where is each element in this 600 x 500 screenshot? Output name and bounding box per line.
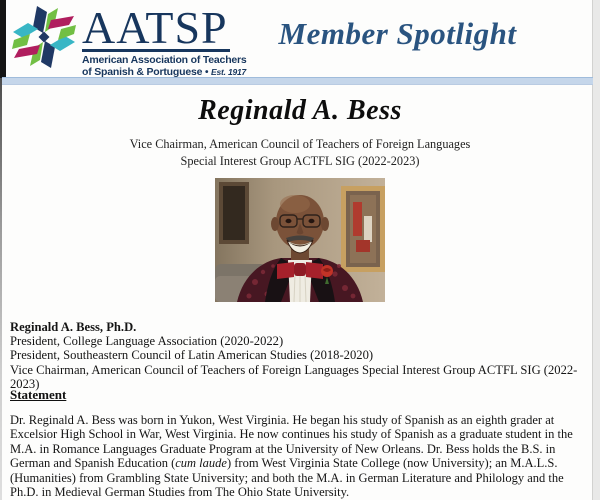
tagline-line1: American Association of Teachers <box>82 54 247 66</box>
tagline-line2: of Spanish & Portuguese • Est. 1917 <box>82 65 247 78</box>
member-portrait-photo <box>215 178 385 302</box>
member-subtitle-line1: Vice Chairman, American Council of Teachers of Foreign Languages <box>129 137 471 151</box>
member-subtitle-line2: Special Interest Group ACTFL SIG (2022-2023) <box>180 154 420 168</box>
tagline-bullet: • <box>204 66 209 78</box>
page-title: Member Spotlight <box>278 16 517 51</box>
statement-text-italic: cum laude <box>175 456 227 471</box>
header-divider-bar <box>2 77 593 85</box>
aatsp-pinwheel-logo-icon <box>12 5 76 74</box>
aatsp-acronym: AATSP <box>82 2 228 53</box>
statement-paragraph <box>10 413 592 499</box>
bio-role-line: President, Southeastern Council of Latin American Studies (2018-2020) <box>10 348 374 363</box>
statement-text-part2: ) from West Virginia State College (now University); an M.A.L.S. (Humanities) from Grambling State University; and both the M.A. in German Literature and Philology and the Ph.D. in Medieval German Studies from The Ohio State University. <box>10 456 564 500</box>
scan-edge-corner <box>0 0 6 78</box>
aatsp-tagline <box>82 55 247 78</box>
bio-name-line: Reginald A. Bess, Ph.D. <box>10 320 137 334</box>
statement-heading: Statement <box>10 387 67 402</box>
aatsp-wordmark <box>82 2 247 78</box>
scan-edge-right <box>592 0 600 500</box>
member-name-heading: Reginald A. Bess <box>198 95 402 126</box>
bio-role-line: President, College Language Association (2020-2022) <box>10 334 284 349</box>
tagline-est: Est. 1917 <box>211 66 247 77</box>
bio-block <box>10 320 592 391</box>
statement-text-part1: Dr. Reginald A. Bess was born in Yukon, West Virginia. He began his study of Spanish as an eighth grader at Excelsior High School in War, West Virginia. He now continues his study of Spanish as a graduate student in the M.A. in Romance Languages Graduate Program at the University of New Orleans. Dr. Bess holds the B.S. in German and Spanish Education ( <box>10 413 573 471</box>
bio-role-line: Vice Chairman, American Council of Teachers of Foreign Languages Special Interest Group ACTFL SIG (2022-2023) <box>10 362 578 391</box>
